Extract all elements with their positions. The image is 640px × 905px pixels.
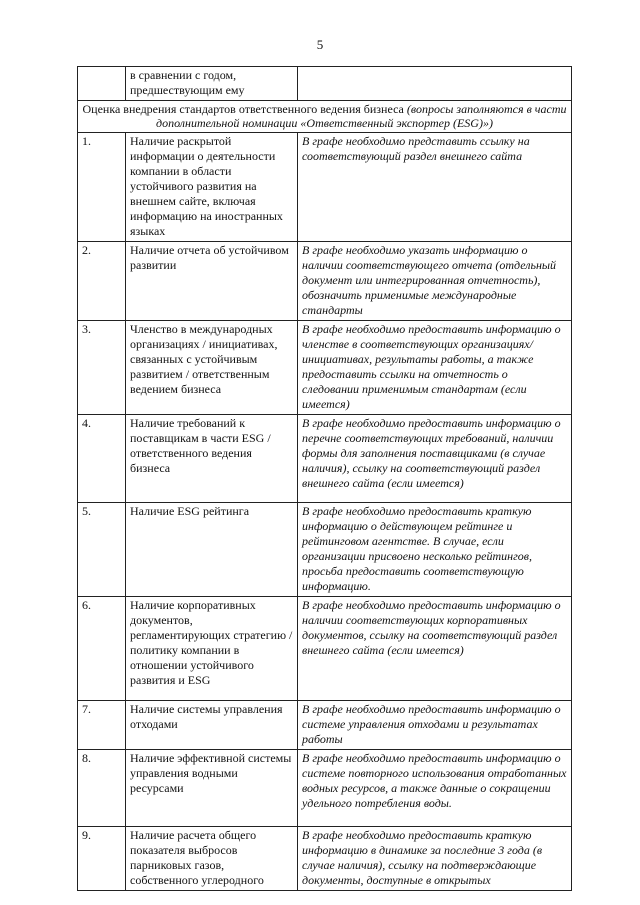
row-name: Членство в международных организациях / инициативах, связанных с устойчивым развитием / ответственным ведением бизнеса	[126, 321, 298, 415]
table-row	[78, 133, 572, 242]
row-description: В графе необходимо представить ссылку на соответствующий раздел внешнего сайта	[298, 133, 572, 242]
row-number: 9.	[78, 827, 126, 891]
row-description: В графе необходимо предоставить краткую информацию о действующем рейтинге и рейтинговом агентстве. В случае, если организации присвоено несколько рейтингов, просьба предоставить соответствующую информацию.	[298, 503, 572, 597]
row-name: Наличие отчета об устойчивом развитии	[126, 242, 298, 321]
row-description: В графе необходимо предоставить информацию о членстве в соответствующих организациях/инициативах, результаты работы, а также предоставить ссылки на отчетность о следовании применимым стандартам (если имеется)	[298, 321, 572, 415]
row-name: Наличие корпоративных документов, регламентирующих стратегию / политику компании в отношении устойчивого развития и ESG	[126, 597, 298, 701]
section-header-row	[78, 101, 572, 133]
row-number: 3.	[78, 321, 126, 415]
criteria-table	[77, 66, 572, 891]
row-description: В графе необходимо предоставить информацию о системе повторного использования отработанных водных ресурсов, а также данные о сокращении удельного потребления воды.	[298, 750, 572, 827]
row-description: В графе необходимо предоставить информацию о системе управления отходами и результатах работы	[298, 701, 572, 750]
row-description	[298, 67, 572, 101]
row-number: 2.	[78, 242, 126, 321]
row-name: Наличие эффективной системы управления водными ресурсами	[126, 750, 298, 827]
row-name: Наличие ESG рейтинга	[126, 503, 298, 597]
table-row-continued	[78, 67, 572, 101]
table-row	[78, 597, 572, 701]
section-title: Оценка внедрения стандартов ответственного ведения бизнеса	[82, 102, 404, 116]
table-row	[78, 321, 572, 415]
row-number: 4.	[78, 415, 126, 503]
row-name: Наличие системы управления отходами	[126, 701, 298, 750]
page-number: 5	[316, 37, 324, 52]
row-number	[78, 67, 126, 101]
row-name: Наличие раскрытой информации о деятельности компании в области устойчивого развития на внешнем сайте, включая информацию на иностранных языках	[126, 133, 298, 242]
row-name: Наличие расчета общего показателя выбросов парниковых газов, собственного углеродного	[126, 827, 298, 891]
section-note: (вопросы заполняются в части дополнительной номинации «Ответственный экспортер (ESG)»)	[156, 102, 567, 130]
row-number: 1.	[78, 133, 126, 242]
row-name: Наличие требований к поставщикам в части ESG / ответственного ведения бизнеса	[126, 415, 298, 503]
section-header	[78, 101, 572, 133]
row-description: В графе необходимо предоставить информацию о перечне соответствующих требований, наличии формы для заполнения поставщиками (в случае наличия), ссылку на соответствующий раздел внешнего сайта (если имеется)	[298, 415, 572, 503]
row-name: в сравнении с годом, предшествующим ему	[126, 67, 298, 101]
table-row	[78, 750, 572, 827]
row-number: 8.	[78, 750, 126, 827]
row-description: В графе необходимо указать информацию о наличии соответствующего отчета (отдельный документ или интегрированная отчетность), обозначить применимые международные стандарты	[298, 242, 572, 321]
table-row	[78, 242, 572, 321]
row-description: В графе необходимо предоставить информацию о наличии соответствующих корпоративных документов, ссылку на соответствующий раздел внешнего сайта (если имеется)	[298, 597, 572, 701]
row-number: 7.	[78, 701, 126, 750]
table-row	[78, 827, 572, 891]
row-number: 5.	[78, 503, 126, 597]
table-row	[78, 701, 572, 750]
row-number: 6.	[78, 597, 126, 701]
table-row	[78, 415, 572, 503]
table-row	[78, 503, 572, 597]
row-description: В графе необходимо предоставить краткую информацию в динамике за последние 3 года (в случае наличия), ссылку на подтверждающие документы, доступные в открытых	[298, 827, 572, 891]
